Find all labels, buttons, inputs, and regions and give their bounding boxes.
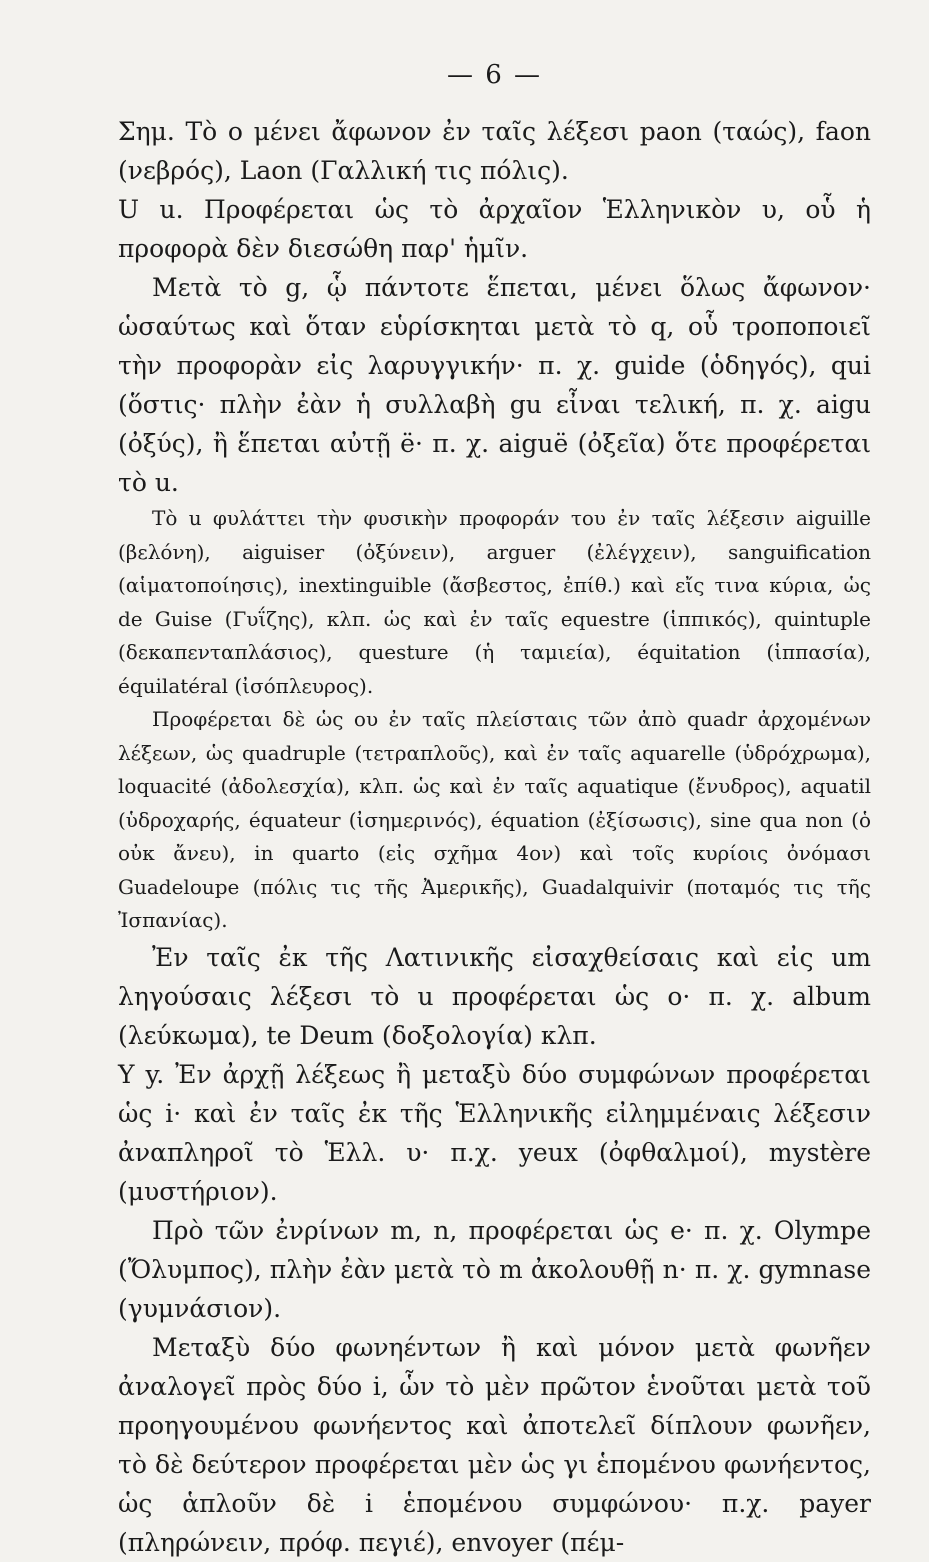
body-text: [118, 112, 871, 1562]
note-paragraph: Σημ. Τὸ o μένει ἄφωνον ἐν ταῖς λέξεσι paon (ταώς), faon (νεβρός), Laon (Γαλλική τις πόλις).: [118, 117, 871, 185]
nasal-paragraph: Πρὸ τῶν ἐνρίνων m, n, προφέρεται ὡς e· π. χ. Olympe (Ὄλυμπος), πλὴν ἐὰν μετὰ τὸ m ἀκολουθῇ n· π. χ. gymnase (γυμνάσιον).: [118, 1215, 871, 1323]
y-heading-paragraph: Y y. Ἐν ἀρχῇ λέξεως ἢ μεταξὺ δύο συμφώνων προφέρεται ὡς i· καὶ ἐν ταῖς ἐκ τῆς Ἑλληνικῆς εἰλημμέναις λέξεσιν ἀναπληροῖ τὸ Ἑλλ. υ· π.χ. yeux (ὀφθαλμοί), mystère (μυστήριον).: [118, 1059, 871, 1206]
between-vowels-paragraph: Μεταξὺ δύο φωνηέντων ἢ καὶ μόνον μετὰ φωνῆεν ἀναλογεῖ πρὸς δύο i, ὧν τὸ μὲν πρῶτον ἑνοῦται μετὰ τοῦ προηγουμένου φωνήεντος καὶ ἀποτελεῖ δίπλουν φωνῆεν, τὸ δὲ δεύτερον προφέρεται μὲν ὡς γι ἑπομένου φωνήεντος, ὡς ἁπλοῦν δὲ i ἑπομένου συμφώνου· π.χ. payer (πληρώνειν, πρόφ. πεγιέ), envoyer (πέμ-: [118, 1332, 871, 1557]
u-natural-paragraph: Τὸ u φυλάττει τὴν φυσικὴν προφοράν του ἐν ταῖς λέξεσιν aiguille (βελόνη), aiguiser (ὀξύνειν), arguer (ἐλέγχειν), sanguification (αἱματοποίησις), inextinguible (ἄσβεστος, ἐπίθ.) καὶ εἴς τινα κύρια, ὡς de Guise (Γυΐζης), κλπ. ὡς καὶ ἐν ταῖς equestre (ἱππικός), quintuple (δεκαπενταπλάσιος), questure (ἡ ταμιεία), équitation (ἱππασία), équilatéral (ἰσόπλευρος).: [118, 506, 871, 698]
page-number: — 6 —: [446, 60, 543, 90]
latin-um-paragraph: Ἐν ταῖς ἐκ τῆς Λατινικῆς εἰσαχθείσαις καὶ εἰς um ληγούσαις λέξεσι τὸ u προφέρεται ὡς ο· π. χ. album (λεύκωμα), te Deum (δοξολογία) κλπ.: [118, 942, 871, 1050]
after-g-paragraph: Μετὰ τὸ g, ᾧ πάντοτε ἕπεται, μένει ὅλως ἄφωνον· ὡσαύτως καὶ ὅταν εὑρίσκηται μετὰ τὸ q, οὗ τροποποιεῖ τὴν προφορὰν εἰς λαρυγγικήν· π. χ. guide (ὁδηγός), qui (ὅστις· πλὴν ἐὰν ἡ συλλαβὴ gu εἶναι τελική, π. χ. aigu (ὀξύς), ἢ ἕπεται αὐτῇ ë· π. χ. aiguë (ὀξεῖα) ὅτε προφέρεται τὸ u.: [118, 273, 871, 497]
u-as-ou-paragraph: Προφέρεται δὲ ὡς ου ἐν ταῖς πλείσταις τῶν ἀπὸ quadr ἀρχομένων λέξεων, ὡς quadruple (τετραπλοῦς), καὶ ἐν ταῖς aquarelle (ὑδρόχρωμα), loquacité (ἀδολεσχία), κλπ. ὡς καὶ ἐν ταῖς aquatique (ἔνυδρος), aquatil (ὑδροχαρής, équateur (ἰσημερινός), équation (ἐξίσωσις), sine qua non (ὁ οὐκ ἄνευ), in quarto (εἰς σχῆμα 4ον) καὶ τοῖς κυρίοις ὀνόμασι Guadeloupe (πόλις τις τῆς Ἀμερικῆς), Guadalquivir (ποταμός τις τῆς Ἰσπανίας).: [118, 707, 871, 932]
u-heading-paragraph: U u. Προφέρεται ὡς τὸ ἀρχαῖον Ἑλληνικὸν υ, οὗ ἡ προφορὰ δὲν διεσώθη παρ' ἡμῖν.: [118, 195, 871, 263]
